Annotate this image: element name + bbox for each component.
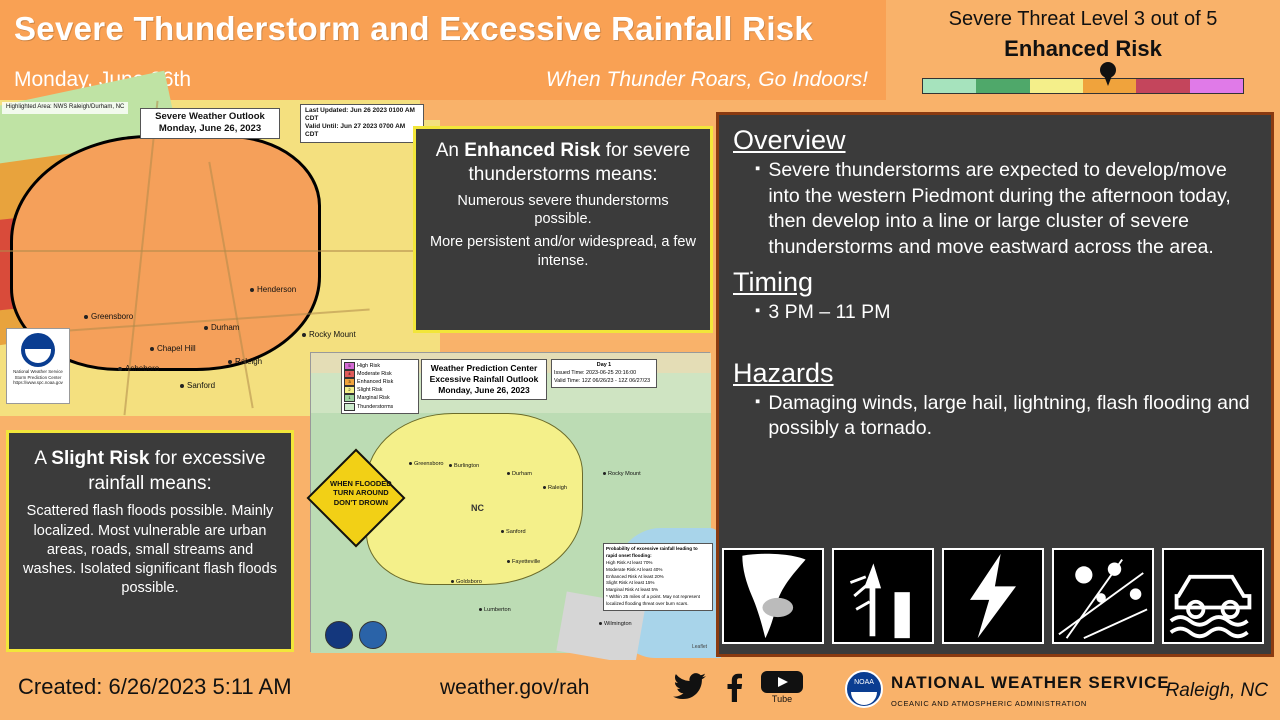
wpc-title-box: Weather Prediction Center Excessive Rainfall Outlook Monday, June 26, 2023 xyxy=(421,359,547,400)
slight-risk-detail: Scattered flash floods possible. Mainly localized. Most vulnerable are urban areas, roads, small streams and washes. Isolated significant flash floods possible. xyxy=(23,503,277,596)
wpc-city-greensboro: Greensboro xyxy=(409,461,444,467)
wpc-city-fayetteville: Fayetteville xyxy=(507,559,540,565)
slight-risk-definition-box xyxy=(6,430,294,652)
enhanced-risk-heading: An Enhanced Risk for severe thunderstorms means: xyxy=(435,140,691,186)
threat-scale-bar xyxy=(922,78,1244,94)
section-heading-hazards: Hazards xyxy=(733,357,834,388)
wpc-city-wilmington: Wilmington xyxy=(599,621,632,627)
excessive-rainfall-outlook-map xyxy=(310,352,710,652)
facebook-icon[interactable] xyxy=(722,672,746,707)
map-city-sanford: Sanford xyxy=(180,381,215,390)
map-city-asheboro: Asheboro xyxy=(118,364,159,373)
created-timestamp: Created: 6/26/2023 5:11 AM xyxy=(18,674,292,699)
footer-bar xyxy=(0,660,1280,720)
flooded-car-icon xyxy=(1162,548,1264,644)
map-attribution: Leaflet xyxy=(691,644,707,650)
threat-level-name: Enhanced Risk xyxy=(1004,36,1162,61)
map-city-henderson: Henderson xyxy=(250,285,296,294)
map-city-rocky-mount: Rocky Mount xyxy=(302,330,356,339)
website-link[interactable]: weather.gov/rah xyxy=(440,676,590,699)
wpc-city-burlington: Burlington xyxy=(449,463,479,469)
timing-bullet: ▪ 3 PM – 11 PM xyxy=(755,300,1257,326)
damaging-wind-icon xyxy=(832,548,934,644)
wpc-legend: 5 High Risk 4 Moderate Risk 3 Enhanced Risk 2 Slight Risk 1 Marginal Risk Thunderstorms xyxy=(341,359,419,414)
hazard-icon-row xyxy=(722,548,1267,648)
threat-level-marker-icon xyxy=(1098,62,1118,88)
turn-around-dont-drown-sign: WHEN FLOODED TURN AROUND DON'T DROWN xyxy=(307,449,406,548)
hazards-bullet: ▪ Damaging winds, large hail, lightning, flash flooding and possibly a tornado. xyxy=(755,391,1257,442)
svg-text:Tube: Tube xyxy=(771,694,793,704)
tornado-icon xyxy=(722,548,824,644)
header-slogan: When Thunder Roars, Go Indoors! xyxy=(545,68,868,91)
header-date: Monday, June 26th xyxy=(14,68,192,91)
wpc-city-goldsboro: Goldsboro xyxy=(451,579,482,585)
spc-title-box: Severe Weather Outlook Monday, June 26, 2023 xyxy=(140,108,280,139)
noaa-seal-icon-3 xyxy=(845,670,883,713)
section-heading-overview: Overview xyxy=(733,125,846,155)
spc-update-box: Last Updated: Jun 26 2023 0100 AM CDT Valid Until: Jun 27 2023 0700 AM CDT xyxy=(300,104,424,143)
bullet-marker-icon: ▪ xyxy=(755,392,761,410)
overview-bullet: ▪ Severe thunderstorms are expected to develop/move into the western Piedmont during the afternoon today, then develop into a line or large cluster of severe thunderstorms and move eastward across the area. xyxy=(755,158,1257,261)
slight-risk-heading: A Slight Risk for excessive rainfall means: xyxy=(34,448,266,494)
wpc-issued-box: Day 1 Issued Time: 2023-06-25 20:16:00 Valid Time: 12Z 06/26/23 - 12Z 06/27/23 xyxy=(551,359,657,388)
noaa-seal-icon-2 xyxy=(325,621,353,649)
section-heading-timing: Timing xyxy=(733,266,814,297)
map-city-raleigh: Raleigh xyxy=(228,357,262,366)
map-city-chapel-hill: Chapel Hill xyxy=(150,344,196,353)
nws-branding xyxy=(845,670,1170,713)
wpc-city-lumberton: Lumberton xyxy=(479,607,511,613)
youtube-icon[interactable] xyxy=(760,670,804,709)
noaa-seal-icon xyxy=(21,333,55,367)
hail-icon xyxy=(1052,548,1154,644)
threat-level-line: Severe Threat Level 3 out of 5 xyxy=(948,8,1218,30)
wpc-city-sanford: Sanford xyxy=(501,529,526,535)
nws-seal-icon xyxy=(359,621,387,649)
bullet-marker-icon: ▪ xyxy=(755,301,761,319)
office-label: Raleigh, NC xyxy=(1165,680,1268,701)
social-links xyxy=(672,670,804,709)
map-city-durham: Durham xyxy=(204,323,239,332)
nws-wordmark: NATIONAL WEATHER SERVICE OCEANIC AND ATMOSPHERIC ADMINISTRATION xyxy=(891,672,1170,708)
spc-highlight-label: Highlighted Area: NWS Raleigh/Durham, NC xyxy=(2,102,128,114)
state-label-nc: NC xyxy=(471,503,484,513)
wpc-city-durham: Durham xyxy=(507,471,532,477)
wpc-city-rocky-mount: Rocky Mount xyxy=(603,471,641,477)
lightning-icon xyxy=(942,548,1044,644)
wpc-city-raleigh: Raleigh xyxy=(543,485,567,491)
enhanced-risk-detail-2: More persistent and/or widespread, a few intense. xyxy=(430,234,696,270)
map-city-greensboro: Greensboro xyxy=(84,312,133,321)
noaa-spc-logo: National Weather Service Storm Prediction Center https://www.spc.noaa.gov xyxy=(6,328,70,404)
svg-text:NOAA: NOAA xyxy=(854,679,874,686)
wpc-probability-box: Probability of excessive rainfall leading to rapid onset flooding: High Risk At least 70% Moderate Risk At least 40% Enhanced Risk At least 20% Slight Risk At least 15% Marginal Risk At least 5% * Within 25 miles of a point. May not represent localized flooding threat over burn scars. xyxy=(603,543,713,611)
enhanced-risk-definition-box xyxy=(413,126,713,333)
page-title: Severe Thunderstorm and Excessive Rainfall Risk xyxy=(14,10,814,47)
bullet-marker-icon: ▪ xyxy=(755,160,761,177)
twitter-icon[interactable] xyxy=(672,672,708,707)
enhanced-risk-detail-1: Numerous severe thunderstorms possible. xyxy=(457,192,669,228)
